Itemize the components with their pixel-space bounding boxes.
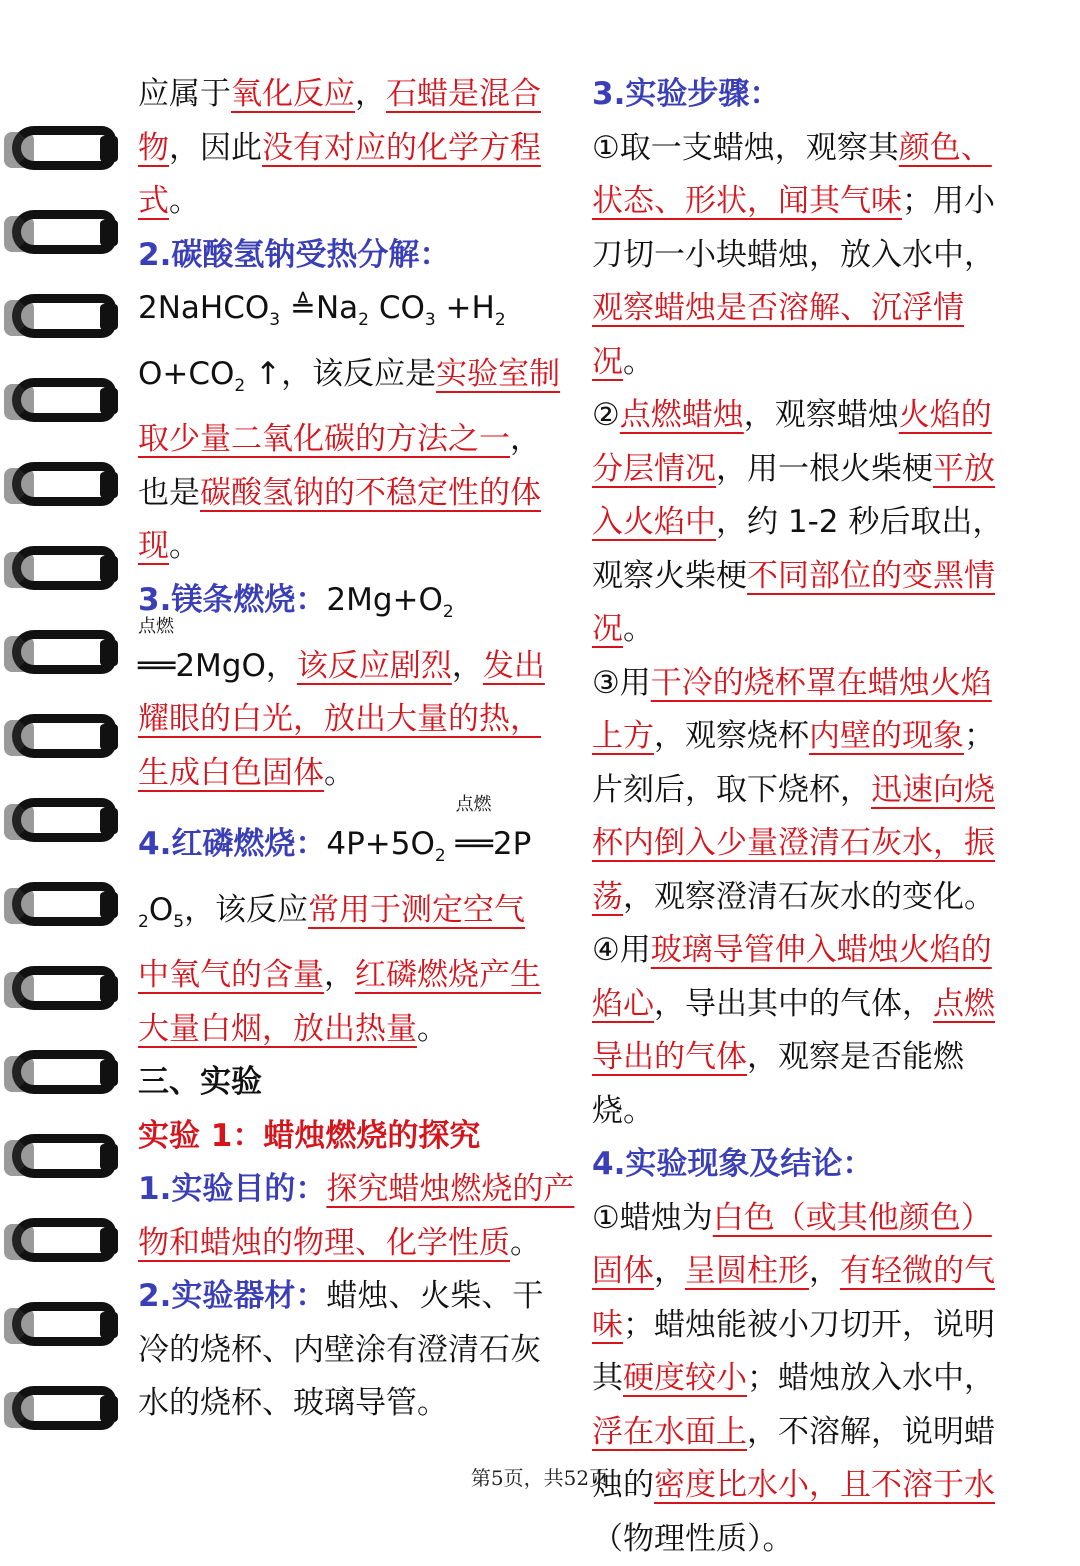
conclusion-1	[592, 1192, 1022, 1566]
text: 烛的	[592, 1467, 654, 1503]
text: ，观察蜡烛	[744, 397, 899, 433]
text: ，	[809, 1253, 840, 1289]
binding-ring	[4, 1046, 124, 1102]
text: 。	[169, 183, 200, 219]
highlight: 该反应剧烈	[297, 648, 452, 684]
binding-ring	[4, 122, 124, 178]
binding-ring	[4, 1130, 124, 1186]
text: ，观察烧杯	[654, 718, 809, 754]
left-column	[138, 68, 578, 1431]
subheading: 2.实验器材：	[138, 1278, 326, 1314]
text: ，导出其中的气体，	[654, 986, 933, 1022]
right-column	[592, 68, 1022, 1566]
highlight: 白色（或其他颜色）	[713, 1200, 992, 1236]
text: ，观察是否能燃烧。	[592, 1039, 964, 1129]
highlight: 有轻微的气	[840, 1253, 995, 1289]
text: ，观察澄清石灰水的变化。	[623, 879, 995, 915]
highlight: 密度比水小，且不溶于水	[654, 1467, 995, 1503]
spiral-binding	[0, 60, 130, 1480]
highlight: 味	[592, 1307, 623, 1343]
text: ，用一根火柴梗	[716, 451, 933, 487]
heading-red-phosphorus: 4.红磷燃烧：	[138, 826, 326, 862]
text: ；蜡烛放入水中，	[747, 1360, 995, 1396]
subheading: 1.实验目的：	[138, 1171, 326, 1207]
text: 片刻后，取下烧杯，	[592, 772, 871, 808]
equation-red-phosphorus	[138, 818, 578, 1056]
text: 。	[169, 528, 200, 564]
text: 。	[623, 611, 654, 647]
heading-steps: 3.实验步骤：	[592, 68, 1022, 122]
binding-ring	[4, 290, 124, 346]
highlight: 导出的气体	[592, 1039, 747, 1075]
heat-symbol: ≜	[290, 290, 316, 326]
heading-results: 4.实验现象及结论：	[592, 1138, 1022, 1192]
highlight: 杯内倒入少量澄清石灰水，振	[592, 825, 995, 861]
text: ，不溶解，说明蜡	[747, 1414, 995, 1450]
highlight: 点燃蜡烛	[620, 397, 744, 433]
highlight: 式	[138, 183, 169, 219]
text: 蜡烛、火柴、干	[326, 1278, 543, 1314]
text: ④用	[592, 932, 651, 968]
formula: O+CO	[138, 356, 234, 392]
binding-ring	[4, 626, 124, 682]
binding-ring	[4, 206, 124, 262]
text: 应属于	[138, 76, 231, 112]
equation-sodium-bicarbonate	[138, 282, 578, 574]
step-2	[592, 389, 1022, 657]
highlight: 没有对应的化学方程	[262, 130, 541, 166]
subscript: 2	[443, 602, 454, 622]
highlight: 探究蜡烛燃烧的产	[326, 1171, 574, 1207]
condition-label: 点燃	[138, 618, 174, 636]
text: 。	[324, 755, 355, 791]
highlight: 固体	[592, 1253, 654, 1289]
highlight: 分层情况	[592, 451, 716, 487]
text: 其	[592, 1360, 623, 1396]
binding-ring	[4, 878, 124, 934]
condition-label: 点燃	[456, 796, 492, 814]
highlight: 石蜡是混合	[386, 76, 541, 112]
binding-ring	[4, 710, 124, 766]
step-3	[592, 657, 1022, 925]
binding-ring	[4, 374, 124, 430]
binding-ring	[4, 458, 124, 514]
experiment-materials	[138, 1270, 578, 1431]
text: 。	[417, 1011, 448, 1047]
highlight: 红磷燃烧产生	[355, 957, 541, 993]
subscript: 2	[138, 912, 149, 932]
highlight: 焰心	[592, 986, 654, 1022]
highlight: 常用于测定空气	[308, 892, 525, 928]
formula: +H	[446, 290, 495, 326]
formula: Na	[316, 290, 358, 326]
page-number: 第5页，共52页	[0, 1462, 1080, 1491]
formula: 4P+5O	[326, 826, 435, 862]
text: ，约 1-2 秒后取出，	[716, 504, 1003, 540]
subscript: 2	[435, 846, 446, 866]
text: ，	[510, 421, 541, 457]
text: 也是	[138, 475, 200, 511]
text: ①取一支蜡烛，观察其	[592, 130, 899, 166]
text: ；用小	[902, 183, 995, 219]
binding-ring	[4, 1298, 124, 1354]
highlight: 碳酸氢钠的不稳定性的体	[200, 475, 541, 511]
highlight: 点燃	[933, 986, 995, 1022]
text: 刀切一小块蜡烛，放入水中，	[592, 237, 995, 273]
subscript: 2	[495, 310, 506, 330]
highlight: 上方	[592, 718, 654, 754]
heading-magnesium: 3.镁条燃烧：	[138, 582, 326, 618]
text: 。	[623, 344, 654, 380]
text: 水的烧杯、玻璃导管。	[138, 1385, 448, 1421]
text: ↑，该反应是	[255, 356, 436, 392]
reaction-condition	[456, 818, 532, 872]
text: ，	[355, 76, 386, 112]
highlight: 耀眼的白光，放出大量的热，	[138, 701, 541, 737]
highlight: 迅速向烧	[871, 772, 995, 808]
section-heading: 三、实验	[138, 1056, 578, 1110]
highlight: 火焰的	[899, 397, 992, 433]
formula: 2NaHCO	[138, 290, 269, 326]
binding-ring	[4, 1382, 124, 1438]
formula: CO	[379, 290, 425, 326]
highlight: 颜色、	[899, 130, 992, 166]
formula: 2Mg+O	[326, 582, 443, 618]
text: 观察火柴梗	[592, 558, 747, 594]
highlight: 现	[138, 528, 169, 564]
highlight: 物	[138, 130, 169, 166]
highlight: 平放	[933, 451, 995, 487]
subscript: 3	[425, 310, 436, 330]
highlight: 中氧气的含量	[138, 957, 324, 993]
experiment-purpose	[138, 1163, 578, 1270]
binding-ring	[4, 542, 124, 598]
formula: O	[149, 892, 173, 928]
text: （物理性质）。	[592, 1521, 794, 1557]
text: ①蜡烛为	[592, 1200, 713, 1236]
binding-ring	[4, 794, 124, 850]
text: ，该反应	[184, 892, 308, 928]
subscript: 2	[358, 310, 369, 330]
text: ，因此	[169, 130, 262, 166]
highlight: 荡	[592, 879, 623, 915]
subscript: 5	[173, 912, 184, 932]
step-4	[592, 924, 1022, 1138]
text: 冷的烧杯、内壁涂有澄清石灰	[138, 1332, 541, 1368]
binding-ring	[4, 962, 124, 1018]
text: ②	[592, 397, 620, 433]
highlight: 观察蜡烛是否溶解、沉浮情况	[592, 290, 964, 380]
subscript: 2	[234, 376, 245, 396]
highlight: 物和蜡烛的物理、化学性质	[138, 1225, 510, 1261]
highlight: 状态、形状，闻其气味	[592, 183, 902, 219]
text: ，	[654, 1253, 685, 1289]
text: ，	[452, 648, 483, 684]
highlight: 况	[592, 611, 623, 647]
highlight: 生成白色固体	[138, 755, 324, 791]
highlight: 氧化反应	[231, 76, 355, 112]
highlight: 不同部位的变黑情	[747, 558, 995, 594]
reaction-condition	[138, 640, 297, 694]
highlight: 发出	[483, 648, 545, 684]
highlight: 玻璃导管伸入蜡烛火焰的	[651, 932, 992, 968]
subscript: 3	[269, 310, 280, 330]
formula: ══2MgO，	[138, 648, 297, 684]
highlight: 硬度较小	[623, 1360, 747, 1396]
text: 。	[510, 1225, 541, 1261]
highlight: 取少量二氧化碳的方法之一	[138, 421, 510, 457]
highlight: 大量白烟，放出热量	[138, 1011, 417, 1047]
equation-magnesium	[138, 574, 578, 800]
text: ，	[324, 957, 355, 993]
binding-ring	[4, 1214, 124, 1270]
highlight: 入火焰中	[592, 504, 716, 540]
highlight: 浮在水面上	[592, 1414, 747, 1450]
highlight: 呈圆柱形	[685, 1253, 809, 1289]
highlight: 干冷的烧杯罩在蜡烛火焰	[651, 665, 992, 701]
heading-sodium-bicarbonate: 2.碳酸氢钠受热分解：	[138, 229, 578, 283]
experiment-title: 实验 1：蜡烛燃烧的探究	[138, 1110, 578, 1164]
text: ；蜡烛能被小刀切开，说明	[623, 1307, 995, 1343]
formula: ══2P	[456, 826, 532, 862]
highlight: 内壁的现象	[809, 718, 964, 754]
text: ；	[964, 718, 995, 754]
text: ③用	[592, 665, 651, 701]
paragraph-oxidation	[138, 68, 578, 229]
step-1	[592, 122, 1022, 390]
highlight: 实验室制	[436, 356, 560, 392]
